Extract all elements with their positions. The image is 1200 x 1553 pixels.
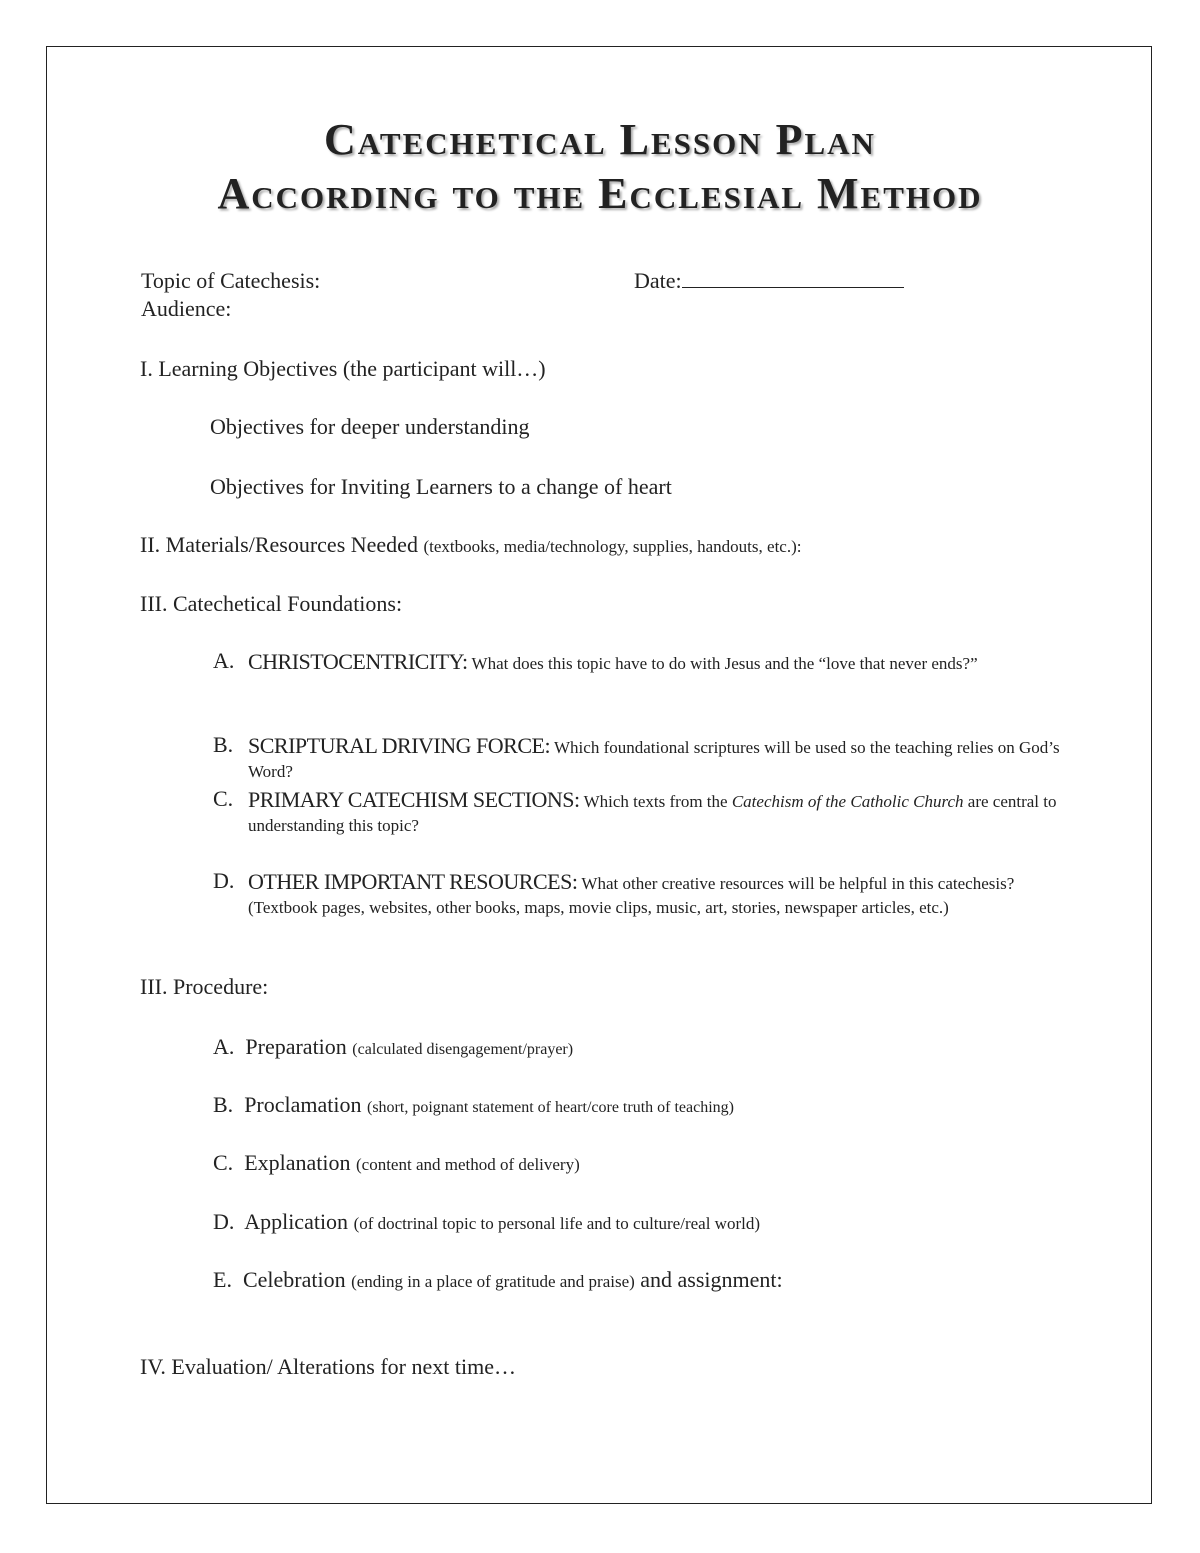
date-blank-line[interactable] — [682, 269, 904, 288]
procedure-c — [213, 1150, 580, 1176]
foundation-b-desc: Which foundational scriptures will be used so the teaching relies on God’s Word? — [248, 738, 1060, 781]
foundation-d-desc: What other creative resources will be helpful in this catechesis? (Textbook pages, websites, other books, maps, movie clips, music, art, stories, newspaper articles, etc.) — [248, 874, 1015, 917]
learning-objectives-heading: I. Learning Objectives (the participant will…) — [140, 356, 546, 381]
objective-understanding: Objectives for deeper understanding — [210, 414, 530, 439]
materials-heading — [140, 532, 801, 558]
evaluation-heading: IV. Evaluation/ Alterations for next time… — [140, 1354, 516, 1379]
foundation-b-title: SCRIPTURAL DRIVING FORCE: — [248, 733, 551, 758]
foundation-d — [248, 870, 1078, 920]
materials-heading-label: II. Materials/Resources Needed — [140, 532, 418, 557]
page-title-line-1: Catechetical Lesson Plan — [324, 115, 876, 164]
procedure-c-label: Explanation — [244, 1150, 351, 1175]
foundation-a-title: CHRISTOCENTRICITY: — [248, 649, 468, 674]
foundation-c-desc-italic: Catechism of the Catholic Church — [731, 792, 964, 811]
foundations-heading: III. Catechetical Foundations: — [140, 591, 403, 616]
procedure-a-letter: A. — [213, 1034, 235, 1059]
procedure-c-letter: C. — [213, 1150, 234, 1175]
foundation-d-title: OTHER IMPORTANT RESOURCES: — [248, 869, 578, 894]
foundation-a-letter: A. — [213, 648, 235, 673]
procedure-e-suffix: and assignment: — [640, 1267, 783, 1292]
procedure-heading: III. Procedure: — [140, 974, 269, 999]
foundation-d-letter: D. — [213, 868, 235, 893]
procedure-a-label: Preparation — [245, 1034, 347, 1059]
foundation-a-desc: What does this topic have to do with Jesus and the “love that never ends?” — [471, 654, 978, 673]
foundation-c — [248, 788, 1078, 838]
procedure-d — [213, 1209, 760, 1235]
foundation-c-desc-before: Which texts from the — [583, 792, 728, 811]
audience-label: Audience: — [141, 296, 232, 321]
procedure-e-note: (ending in a place of gratitude and praise) — [351, 1272, 635, 1291]
materials-note: (textbooks, media/technology, supplies, handouts, etc.): — [423, 537, 802, 556]
procedure-b-label: Proclamation — [244, 1092, 362, 1117]
procedure-d-label: Application — [244, 1209, 349, 1234]
page-title-line-2: According to the Ecclesial Method — [217, 169, 983, 218]
procedure-e — [213, 1267, 783, 1293]
date-field[interactable] — [634, 268, 904, 294]
foundation-a — [248, 650, 1078, 676]
foundation-b — [248, 734, 1078, 784]
procedure-a — [213, 1034, 573, 1060]
date-label: Date: — [634, 268, 682, 293]
foundation-c-letter: C. — [213, 786, 234, 811]
procedure-d-letter: D. — [213, 1209, 235, 1234]
procedure-e-letter: E. — [213, 1267, 232, 1292]
foundation-c-title: PRIMARY CATECHISM SECTIONS: — [248, 787, 580, 812]
procedure-b-note: (short, poignant statement of heart/core truth of teaching) — [367, 1099, 734, 1116]
procedure-d-note: (of doctrinal topic to personal life and to culture/real world) — [353, 1214, 761, 1233]
procedure-a-note: (calculated disengagement/prayer) — [352, 1041, 574, 1058]
topic-label: Topic of Catechesis: — [141, 268, 321, 293]
procedure-e-label: Celebration — [242, 1267, 346, 1292]
procedure-c-note: (content and method of delivery) — [356, 1155, 580, 1174]
procedure-b-letter: B. — [213, 1092, 234, 1117]
procedure-b — [213, 1092, 734, 1118]
foundation-c-desc-after: are central to understanding this topic? — [248, 792, 1057, 835]
objective-change-of-heart: Objectives for Inviting Learners to a change of heart — [210, 474, 672, 499]
foundation-b-letter: B. — [213, 732, 234, 757]
